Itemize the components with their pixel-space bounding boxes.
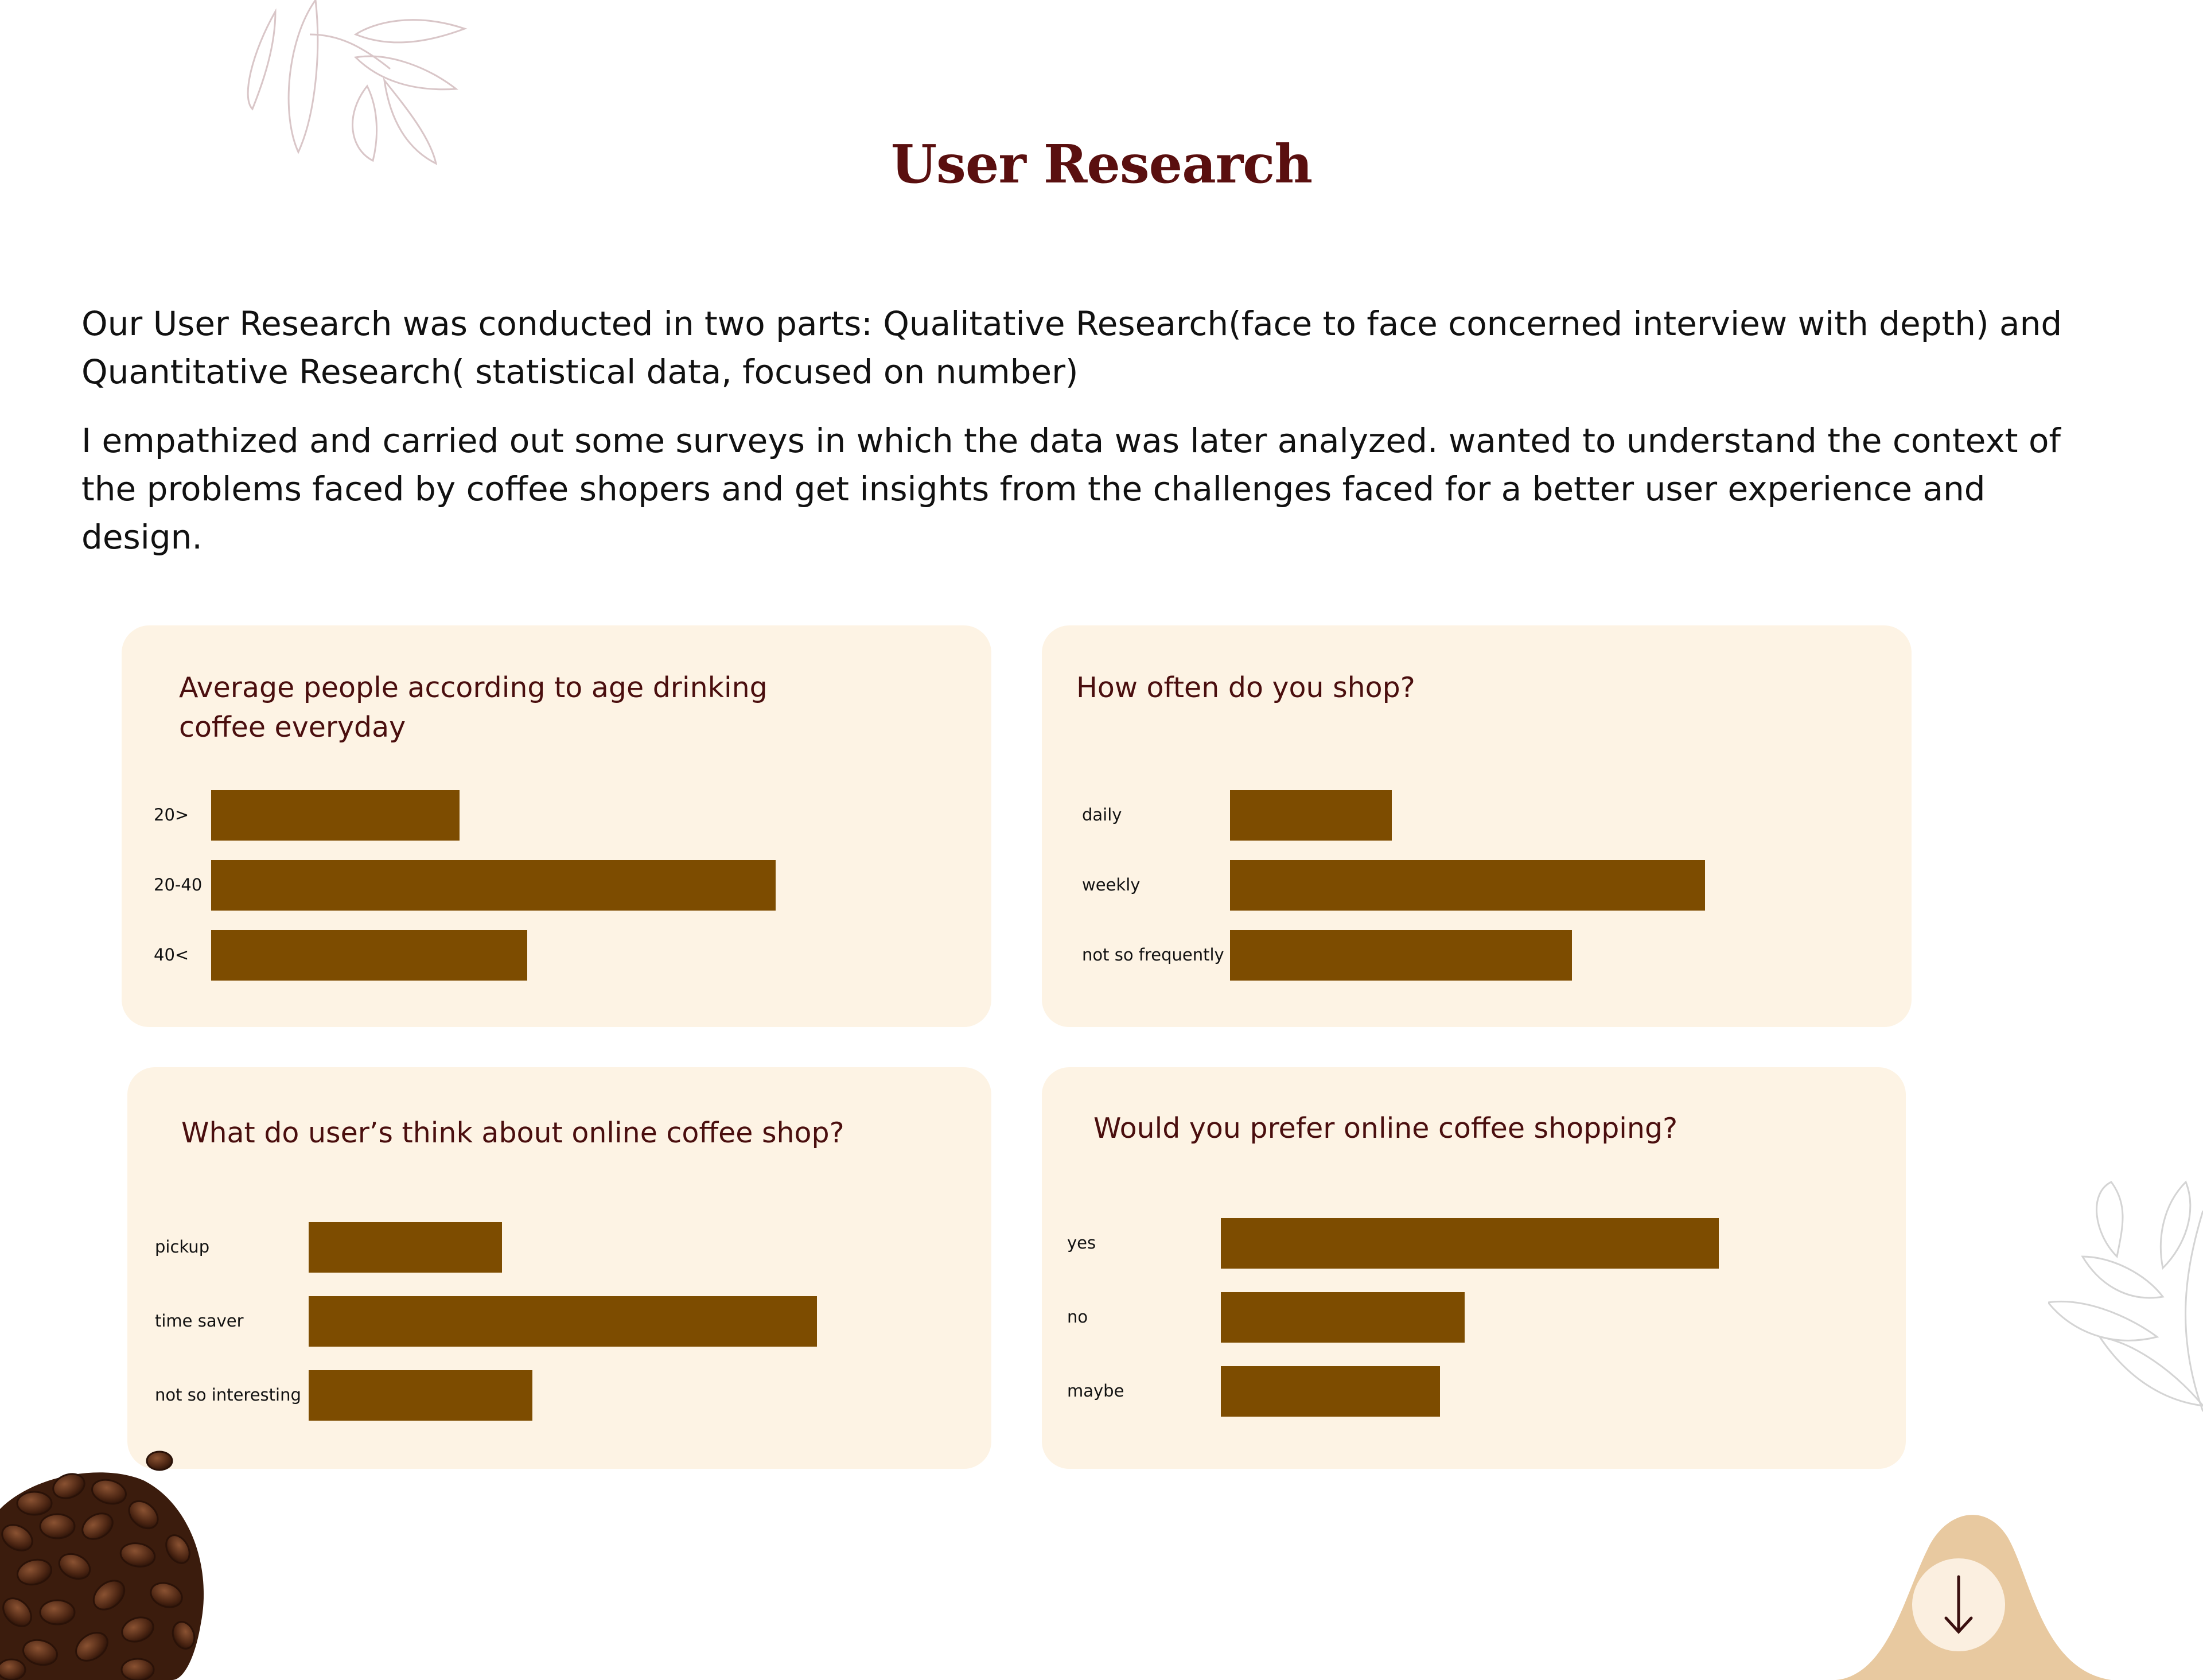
page-title: User Research [890,133,1313,195]
bar-label: maybe [1067,1381,1124,1401]
coffee-beans-icon [0,1440,218,1680]
bar [1230,860,1705,911]
chart-title: What do user’s think about online coffee shop? [181,1117,844,1149]
bar [211,860,776,911]
scroll-down-button[interactable] [1912,1558,2005,1651]
chart-title: Would you prefer online coffee shopping? [1093,1112,1678,1145]
bar [309,1222,502,1273]
bar [1221,1366,1440,1417]
bar-label: yes [1067,1233,1096,1253]
bar-label: no [1067,1307,1088,1327]
bar-label: pickup [155,1237,210,1257]
arrow-down-icon [1941,1573,1976,1636]
bar [309,1370,532,1421]
chart-card-online-opinion [127,1067,991,1469]
bar [211,930,527,981]
bar-label: 40< [154,945,189,965]
bar [1221,1292,1465,1343]
intro-text-1: Our User Research was conducted in two parts: Qualitative Research(face to face concerned interview with depth) and Quantitative Research( statistical data, focused on number) [81,304,2062,391]
bar [211,790,460,841]
chart-card-shopping-frequency [1042,625,1912,1027]
chart-title: Average people according to age drinking coffee everyday [179,671,768,744]
bar-label: not so interesting [155,1385,301,1405]
bar-label: daily [1082,805,1122,825]
bar-label: 20-40 [154,875,203,895]
bar-label: time saver [155,1311,244,1331]
chart-title: How often do you shop? [1076,671,1415,704]
intro-paragraph-2 [81,417,2072,561]
chart-card-age [122,625,991,1027]
intro-text-2: I empathized and carried out some surveys in which the data was later analyzed. wanted to understand the context of the problems faced by coffee shopers and get insights from the challenges faced for a better user experience and design. [81,421,2061,557]
bar-label: not so frequently [1082,945,1224,965]
chart-card-online-preference [1042,1067,1906,1469]
bar [309,1296,817,1347]
intro-paragraph-1 [81,300,2072,396]
bar-label: 20> [154,805,189,825]
bar-label: weekly [1082,875,1141,895]
bar [1221,1218,1719,1269]
leaf-branch-icon [2048,1170,2203,1423]
bar [1230,790,1392,841]
bar [1230,930,1572,981]
